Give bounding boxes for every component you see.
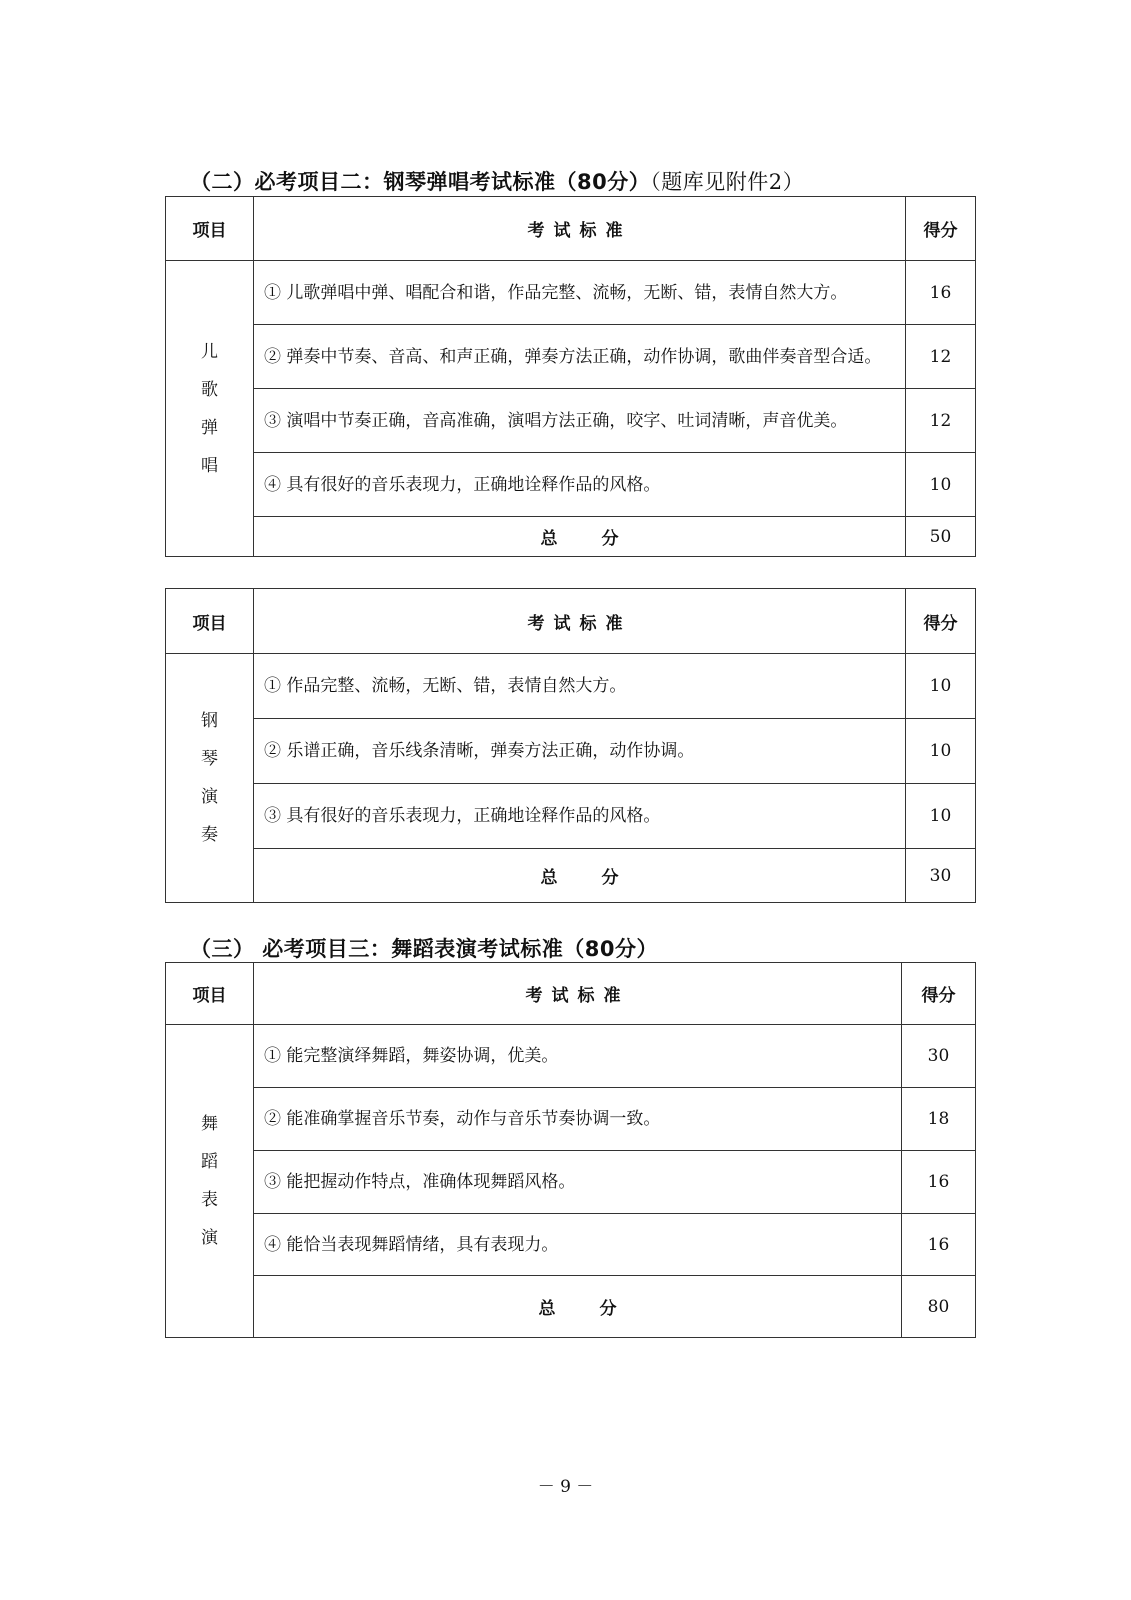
criterion-score: 16 bbox=[906, 261, 976, 325]
category-char: 奏 bbox=[201, 825, 218, 845]
criterion-score: 16 bbox=[902, 1151, 976, 1214]
criterion-score: 10 bbox=[906, 453, 976, 517]
criterion-score: 12 bbox=[906, 389, 976, 453]
criterion-score: 10 bbox=[906, 784, 976, 849]
total-label: 总分 bbox=[254, 849, 906, 903]
section2-heading bbox=[190, 166, 804, 196]
page-number: － 9 － bbox=[537, 1477, 594, 1497]
category-char: 唱 bbox=[201, 455, 218, 476]
section2-heading-note: （题库见附件2） bbox=[650, 170, 805, 194]
category-char: 钢 bbox=[201, 711, 218, 731]
table-row bbox=[166, 1214, 976, 1276]
category-char: 琴 bbox=[201, 749, 218, 769]
criterion-text: ③ 演唱中节奏正确，音高准确，演唱方法正确，咬字、吐词清晰，声音优美。 bbox=[254, 389, 906, 453]
col-header-standard: 考试标准 bbox=[254, 963, 902, 1025]
category-song-singing bbox=[166, 261, 254, 557]
criterion-text: ③ 能把握动作特点，准确体现舞蹈风格。 bbox=[254, 1151, 902, 1214]
criterion-text: ① 作品完整、流畅，无断、错，表情自然大方。 bbox=[254, 654, 906, 719]
table-row bbox=[166, 654, 976, 719]
col-header-standard: 考试标准 bbox=[254, 589, 906, 654]
criterion-text: ② 弹奏中节奏、音高、和声正确，弹奏方法正确，动作协调，歌曲伴奏音型合适。 bbox=[254, 325, 906, 389]
total-score: 30 bbox=[906, 849, 976, 903]
criterion-text: ② 乐谱正确，音乐线条清晰，弹奏方法正确，动作协调。 bbox=[254, 719, 906, 784]
section3-heading-text: （三） 必考项目三：舞蹈表演考试标准（80分） bbox=[190, 937, 659, 961]
table-row bbox=[166, 453, 976, 517]
criterion-text: ④ 具有很好的音乐表现力，正确地诠释作品的风格。 bbox=[254, 453, 906, 517]
table-song-singing bbox=[165, 196, 976, 557]
category-char: 表 bbox=[201, 1190, 218, 1210]
total-row bbox=[166, 849, 976, 903]
criterion-score: 10 bbox=[906, 719, 976, 784]
criterion-text: ① 能完整演绎舞蹈，舞姿协调，优美。 bbox=[254, 1025, 902, 1088]
category-char: 演 bbox=[201, 787, 218, 807]
col-header-score: 得分 bbox=[906, 197, 976, 261]
table-row bbox=[166, 719, 976, 784]
total-label: 总分 bbox=[254, 517, 906, 557]
category-char: 歌 bbox=[201, 379, 218, 400]
section2-heading-text: （二）必考项目二：钢琴弹唱考试标准（80分） bbox=[190, 170, 651, 194]
section3-heading bbox=[190, 933, 658, 963]
criterion-text: ④ 能恰当表现舞蹈情绪，具有表现力。 bbox=[254, 1214, 902, 1276]
table-row bbox=[166, 784, 976, 849]
col-header-score: 得分 bbox=[902, 963, 976, 1025]
category-piano-performance bbox=[166, 654, 254, 903]
col-header-item: 项目 bbox=[166, 963, 254, 1025]
category-char: 儿 bbox=[201, 341, 218, 362]
table-piano-performance bbox=[165, 588, 976, 903]
col-header-item: 项目 bbox=[166, 197, 254, 261]
table-dance-performance bbox=[165, 962, 976, 1338]
criterion-text: ② 能准确掌握音乐节奏，动作与音乐节奏协调一致。 bbox=[254, 1088, 902, 1151]
table-row bbox=[166, 261, 976, 325]
total-score: 50 bbox=[906, 517, 976, 557]
criterion-text: ① 儿歌弹唱中弹、唱配合和谐，作品完整、流畅，无断、错，表情自然大方。 bbox=[254, 261, 906, 325]
total-row bbox=[166, 1276, 976, 1338]
total-score: 80 bbox=[902, 1276, 976, 1338]
category-char: 蹈 bbox=[201, 1152, 218, 1172]
total-label: 总分 bbox=[254, 1276, 902, 1338]
category-char: 演 bbox=[201, 1228, 218, 1248]
category-char: 弹 bbox=[201, 417, 218, 438]
category-char: 舞 bbox=[201, 1114, 218, 1134]
table-row bbox=[166, 389, 976, 453]
col-header-item: 项目 bbox=[166, 589, 254, 654]
criterion-score: 12 bbox=[906, 325, 976, 389]
criterion-score: 10 bbox=[906, 654, 976, 719]
category-dance-performance bbox=[166, 1025, 254, 1338]
criterion-score: 16 bbox=[902, 1214, 976, 1276]
col-header-standard: 考试标准 bbox=[254, 197, 906, 261]
criterion-score: 30 bbox=[902, 1025, 976, 1088]
col-header-score: 得分 bbox=[906, 589, 976, 654]
table-row bbox=[166, 1151, 976, 1214]
table-row bbox=[166, 1088, 976, 1151]
criterion-score: 18 bbox=[902, 1088, 976, 1151]
total-row bbox=[166, 517, 976, 557]
table-row bbox=[166, 1025, 976, 1088]
table-row bbox=[166, 325, 976, 389]
criterion-text: ③ 具有很好的音乐表现力，正确地诠释作品的风格。 bbox=[254, 784, 906, 849]
